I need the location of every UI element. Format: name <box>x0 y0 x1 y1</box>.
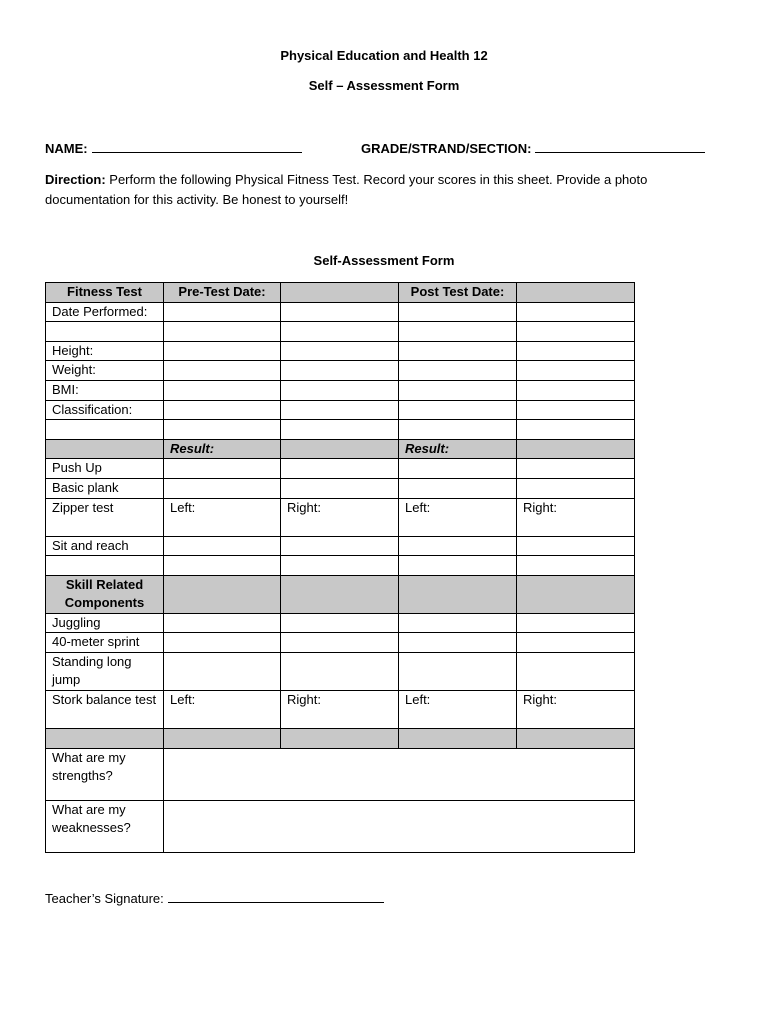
entry-cell[interactable] <box>399 633 517 653</box>
pre-test-result-label: Result: <box>164 439 281 459</box>
post-right-cell[interactable]: Right: <box>517 690 635 728</box>
self-assessment-table <box>45 282 635 853</box>
separator-cell <box>46 728 164 748</box>
table-row <box>46 690 635 728</box>
row-label: 40-meter sprint <box>46 633 164 653</box>
result-header-row <box>46 439 635 459</box>
row-label <box>46 420 164 440</box>
entry-cell[interactable] <box>164 322 281 342</box>
entry-cell[interactable] <box>517 633 635 653</box>
row-label: Standing long jump <box>46 652 164 690</box>
entry-cell[interactable] <box>517 302 635 322</box>
entry-cell[interactable] <box>164 613 281 633</box>
separator-cell <box>281 728 399 748</box>
signature-label: Teacher’s Signature: <box>45 891 164 906</box>
teacher-signature-field <box>45 890 384 906</box>
result-blank-cell <box>281 439 399 459</box>
entry-cell[interactable] <box>281 478 399 498</box>
table-header-row <box>46 283 635 303</box>
form-title: Physical Education and Health 12 <box>280 48 488 63</box>
row-label: Basic plank <box>46 478 164 498</box>
row-label: Juggling <box>46 613 164 633</box>
pre-right-cell[interactable]: Right: <box>281 690 399 728</box>
entry-cell[interactable] <box>164 400 281 420</box>
row-label: Weight: <box>46 361 164 381</box>
signature-blank-line[interactable] <box>168 890 384 903</box>
table-title: Self-Assessment Form <box>313 253 455 268</box>
skill-header-row <box>46 575 635 613</box>
post-left-cell[interactable]: Left: <box>399 690 517 728</box>
entry-cell[interactable] <box>164 361 281 381</box>
entry-cell[interactable] <box>281 536 399 556</box>
table-row <box>46 613 635 633</box>
pre-left-cell[interactable]: Left: <box>164 498 281 536</box>
entry-cell[interactable] <box>281 633 399 653</box>
grade-label: GRADE/STRAND/SECTION: <box>361 141 532 156</box>
header-pre-test-date: Pre-Test Date: <box>164 283 281 303</box>
entry-cell[interactable] <box>517 478 635 498</box>
entry-cell[interactable] <box>164 556 281 576</box>
entry-cell[interactable] <box>281 341 399 361</box>
strengths-answer-cell[interactable] <box>164 748 635 800</box>
entry-cell[interactable] <box>281 459 399 479</box>
entry-cell[interactable] <box>281 361 399 381</box>
entry-cell[interactable] <box>517 361 635 381</box>
entry-cell[interactable] <box>399 322 517 342</box>
entry-cell[interactable] <box>399 420 517 440</box>
header-fitness-test: Fitness Test <box>46 283 164 303</box>
entry-cell[interactable] <box>281 556 399 576</box>
entry-cell[interactable] <box>517 556 635 576</box>
name-field <box>45 140 302 156</box>
post-left-cell[interactable]: Left: <box>399 498 517 536</box>
direction-label: Direction: <box>45 172 106 187</box>
entry-cell[interactable] <box>399 459 517 479</box>
row-label: Stork balance test <box>46 690 164 728</box>
table-row <box>46 652 635 690</box>
weaknesses-answer-cell[interactable] <box>164 800 635 852</box>
entry-cell[interactable] <box>517 322 635 342</box>
entry-cell[interactable] <box>164 420 281 440</box>
name-blank-line[interactable] <box>92 140 302 153</box>
entry-cell[interactable] <box>399 613 517 633</box>
row-label: Classification: <box>46 400 164 420</box>
post-test-date-cell[interactable] <box>517 283 635 303</box>
header-post-test-date: Post Test Date: <box>399 283 517 303</box>
table-row <box>46 341 635 361</box>
entry-cell[interactable] <box>164 341 281 361</box>
entry-cell[interactable] <box>281 420 399 440</box>
table-row <box>46 459 635 479</box>
entry-cell[interactable] <box>164 536 281 556</box>
entry-cell[interactable] <box>517 459 635 479</box>
direction-paragraph <box>45 170 715 210</box>
grade-blank-line[interactable] <box>535 140 705 153</box>
entry-cell[interactable] <box>399 556 517 576</box>
row-label: Zipper test <box>46 498 164 536</box>
result-blank-cell <box>517 439 635 459</box>
table-row <box>46 420 635 440</box>
row-label: Push Up <box>46 459 164 479</box>
entry-cell[interactable] <box>164 633 281 653</box>
result-blank-cell <box>46 439 164 459</box>
entry-cell[interactable] <box>164 380 281 400</box>
row-label: Sit and reach <box>46 536 164 556</box>
grade-strand-section-field <box>361 140 705 156</box>
separator-row <box>46 728 635 748</box>
skill-blank-cell <box>517 575 635 613</box>
post-test-result-label: Result: <box>399 439 517 459</box>
entry-cell[interactable] <box>517 400 635 420</box>
row-label <box>46 322 164 342</box>
entry-cell[interactable] <box>281 302 399 322</box>
separator-cell <box>164 728 281 748</box>
entry-cell[interactable] <box>517 380 635 400</box>
table-row <box>46 498 635 536</box>
pre-right-cell[interactable]: Right: <box>281 498 399 536</box>
table-row <box>46 322 635 342</box>
table-row <box>46 556 635 576</box>
pre-test-date-cell[interactable] <box>281 283 399 303</box>
entry-cell[interactable] <box>517 420 635 440</box>
entry-cell[interactable] <box>517 341 635 361</box>
skill-blank-cell <box>281 575 399 613</box>
skill-related-components-label: Skill Related Components <box>46 575 164 613</box>
table-row <box>46 478 635 498</box>
entry-cell[interactable] <box>399 478 517 498</box>
direction-text: Perform the following Physical Fitness Test. Record your scores in this sheet. Provide a photo documentation for this activity. Be honest to yourself! <box>45 172 648 207</box>
entry-cell[interactable] <box>399 302 517 322</box>
entry-cell[interactable] <box>164 478 281 498</box>
entry-cell[interactable] <box>399 341 517 361</box>
weaknesses-label: What are my weaknesses? <box>46 800 164 852</box>
post-right-cell[interactable]: Right: <box>517 498 635 536</box>
row-label: Height: <box>46 341 164 361</box>
entry-cell[interactable] <box>399 536 517 556</box>
entry-cell[interactable] <box>164 459 281 479</box>
table-row <box>46 302 635 322</box>
pre-left-cell[interactable]: Left: <box>164 690 281 728</box>
entry-cell[interactable] <box>517 652 635 690</box>
table-row <box>46 536 635 556</box>
row-label <box>46 556 164 576</box>
entry-cell[interactable] <box>399 380 517 400</box>
table-row <box>46 380 635 400</box>
entry-cell[interactable] <box>399 361 517 381</box>
entry-cell[interactable] <box>281 652 399 690</box>
entry-cell[interactable] <box>164 652 281 690</box>
name-label: NAME: <box>45 141 88 156</box>
table-row <box>46 400 635 420</box>
strengths-row <box>46 748 635 800</box>
entry-cell[interactable] <box>281 613 399 633</box>
entry-cell[interactable] <box>281 322 399 342</box>
entry-cell[interactable] <box>164 302 281 322</box>
row-label: Date Performed: <box>46 302 164 322</box>
table-row <box>46 361 635 381</box>
table-row <box>46 633 635 653</box>
separator-cell <box>517 728 635 748</box>
skill-blank-cell <box>164 575 281 613</box>
separator-cell <box>399 728 517 748</box>
entry-cell[interactable] <box>517 536 635 556</box>
row-label: BMI: <box>46 380 164 400</box>
strengths-label: What are my strengths? <box>46 748 164 800</box>
entry-cell[interactable] <box>517 613 635 633</box>
skill-blank-cell <box>399 575 517 613</box>
entry-cell[interactable] <box>399 652 517 690</box>
weaknesses-row <box>46 800 635 852</box>
form-subtitle: Self – Assessment Form <box>308 78 460 93</box>
entry-cell[interactable] <box>281 380 399 400</box>
entry-cell[interactable] <box>281 400 399 420</box>
entry-cell[interactable] <box>399 400 517 420</box>
